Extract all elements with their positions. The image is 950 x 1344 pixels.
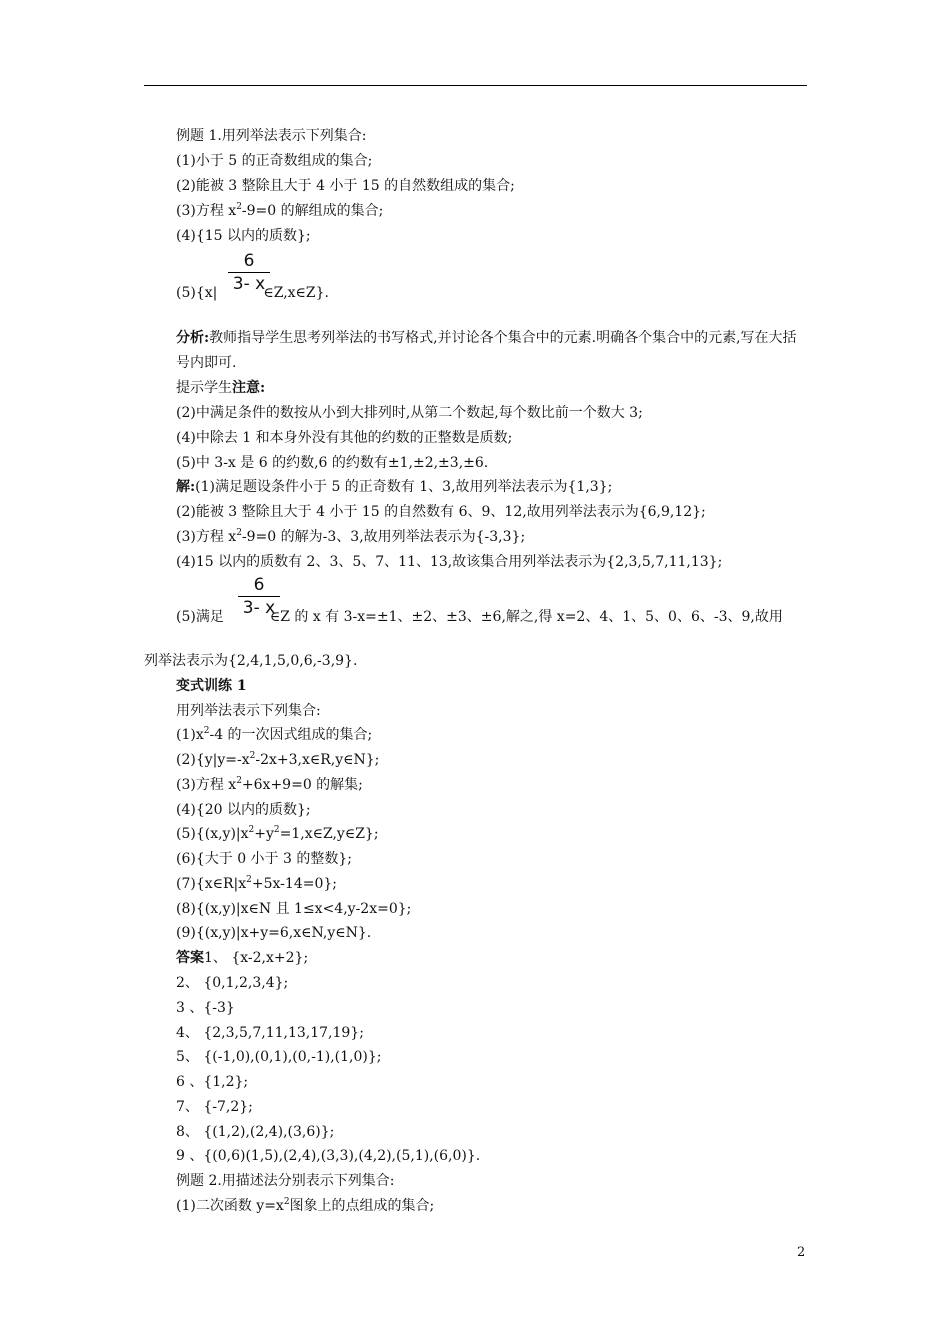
variant-item6: (6){大于 0 小于 3 的整数}; (176, 851, 352, 867)
answer-8: 8、 {(1,2),(2,4),(3,6)}; (176, 1124, 335, 1140)
solution-fraction: 6 3- x (238, 574, 280, 619)
example1-item3: (3)方程 $x^2-9=0$ 的解组成的集合; (176, 202, 384, 219)
hint-note2: (2)中满足条件的数按从小到大排列时,从第二个数起,每个数比前一个数大 3; (176, 405, 643, 421)
answer-1: 答案1、 {x-2,x+2}; (176, 950, 309, 966)
variant-item7: $(7)\{x\in R|x^2+5x-14=0\}$; (176, 875, 337, 892)
answer-3: 3 、{-3} (176, 1000, 235, 1016)
answer-7: 7、 {-7,2}; (176, 1099, 253, 1115)
example1-fraction: 6 3- x (228, 250, 270, 295)
example1-item4: (4){15 以内的质数}; (176, 228, 311, 244)
answer-4: 4、 {2,3,5,7,11,13,17,19}; (176, 1025, 364, 1041)
variant-title: 变式训练 1 (176, 678, 247, 694)
variant-item2: $(2)\{y|y=-x^2-2x+3,x\in R,y\in N\}$; (176, 751, 380, 768)
answer-2: 2、 {0,1,2,3,4}; (176, 975, 289, 991)
variant-item4: (4){20 以内的质数}; (176, 802, 311, 818)
solution-line2: (2)能被 3 整除且大于 4 小于 15 的自然数有 6、9、12,故用列举法表示为{6,9,12}; (176, 504, 706, 520)
variant-item9: (9){(x,y)|x+y=6,x∈N,y∈N}. (176, 925, 372, 941)
solution-line4: (4)15 以内的质数有 2、3、5、7、11、13,故该集合用列举法表示为{2,3,5,7,11,13}; (176, 554, 723, 570)
variant-item8: (8){(x,y)|x∈N 且 1≤x<4,y-2x=0}; (176, 901, 412, 917)
hint-note4: (4)中除去 1 和本身外没有其他的约数的正整数是质数; (176, 430, 513, 446)
page-number: 2 (797, 1245, 806, 1260)
analysis-paragraph: 分析:教师指导学生思考列举法的书写格式,并讨论各个集合中的元素.明确各个集合中的元素,写在大括号内即可. (176, 330, 797, 371)
answer-5: 5、 {(-1,0),(0,1),(0,-1),(1,0)}; (176, 1049, 382, 1065)
answer-9: 9 、{(0,6)(1,5),(2,4),(3,3),(4,2),(5,1),(6,0)}. (176, 1148, 481, 1164)
example1-item5: (5){x| ∈Z,x∈Z}. (176, 285, 329, 301)
hint-line: 提示学生注意: (176, 380, 266, 396)
header-rule (144, 85, 807, 86)
example1-item2: (2)能被 3 整除且大于 4 小于 15 的自然数组成的集合; (176, 178, 515, 194)
hint-note5: (5)中 3-x 是 6 的约数,6 的约数有±1,±2,±3,±6. (176, 455, 489, 471)
example2-item1: (1)二次函数 $y=x^2$图象上的点组成的集合; (176, 1197, 435, 1214)
example2-title: 例题 2.用描述法分别表示下列集合: (176, 1173, 395, 1189)
answer-6: 6 、{1,2}; (176, 1074, 249, 1090)
solution-line1: 解:(1)满足题设条件小于 5 的正奇数有 1、3,故用列举法表示为{1,3}; (176, 479, 613, 495)
variant-item3: (3)方程 $x^2+6x+9=0$ 的解集; (176, 776, 363, 793)
example1-item1: (1)小于 5 的正奇数组成的集合; (176, 153, 373, 169)
solution-line5-cont: 列举法表示为{2,4,1,5,0,6,-3,9}. (144, 653, 358, 669)
variant-item1: $(1)x^2-4$ 的一次因式组成的集合; (176, 726, 373, 743)
solution-line3: (3)方程 $x^2-9=0$ 的解为-3、3,故用列举法表示为{-3,3}; (176, 528, 526, 545)
example1-title: 例题 1.用列举法表示下列集合: (176, 128, 367, 144)
variant-item5: $(5)\{(x,y)|x^2+y^2=1,x\in Z,y\in Z\}$; (176, 825, 379, 842)
variant-intro: 用列举法表示下列集合: (176, 703, 321, 719)
solution-line5: (5)满足 ∈Z 的 x 有 3-x=±1、±2、±3、±6,解之,得 x=2、4、1、5、0、6、-3、9,故用 (176, 609, 783, 625)
